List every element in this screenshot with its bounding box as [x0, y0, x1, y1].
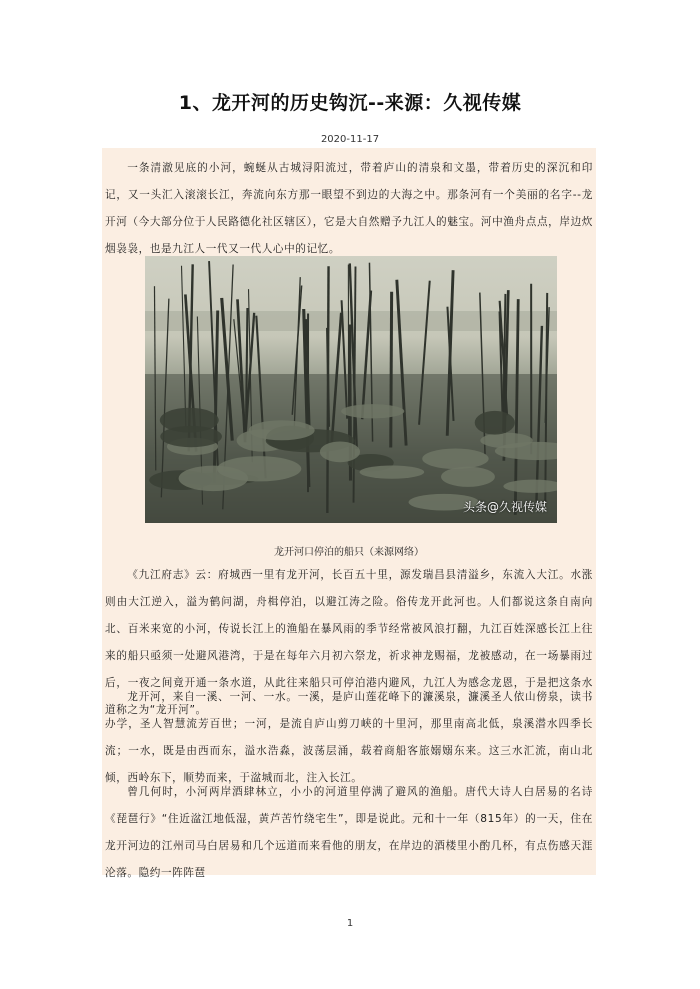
boat-hull: [179, 466, 248, 492]
boat-hull: [480, 433, 532, 448]
boat-hull: [341, 404, 404, 418]
boat-hull: [441, 467, 495, 487]
historic-boats-photo: [145, 256, 557, 523]
boat-mast: [327, 266, 328, 513]
paragraph-poet: 曾几何时，小河两岸酒肆林立，小小的河道里停满了避风的渔船。唐代大诗人白居易的名诗《琵琶行》“住近湓江地低湿，黄芦苦竹绕宅生”，即是说此。元和十一年（815年）的一天，住在龙开河边的江州司马白居易和几个远道而来看他的朋友，在岸边的酒楼里小酌几杯，有点伤感天涯沦落。隐约一阵阵琶: [105, 786, 593, 879]
article-body: [102, 148, 596, 879]
boats-illustration: [145, 256, 557, 523]
boat-hull: [320, 442, 360, 463]
document-title: 1、龙开河的历史钩沉--来源：久视传媒: [178, 92, 522, 114]
boat-hull: [422, 448, 488, 469]
photo-caption: 龙开河口停泊的船只（来源网络）: [274, 547, 424, 558]
photo-watermark: 头条@久视传媒: [462, 500, 547, 514]
paragraph-origin: 龙开河，来自一溪、一河、一水。一溪，是庐山莲花峰下的濂溪泉，濂溪圣人依山傍泉，读书办学，圣人智慧流芳百世；一河，是流自庐山剪刀峡的十里河，那里南高北低，泉溪潜水四季长流；一水，既是由西而东，溢水浩淼，波荡层涌，载着商船客旅嫋嫋东来。这三水汇流，南山北倾，西岭东下，顺势而来，于湓城而北，注入长江。: [105, 691, 593, 784]
page-number: 1: [346, 918, 354, 929]
boat-hull: [249, 420, 315, 440]
paragraph-history: 《九江府志》云：府城西一里有龙开河，长百五十里，源发瑞昌县清溢乡，东流入大江。水涨则由大江逆入，溢为鹤问湖，舟楫停泊，以避江涛之险。俗传龙开此河也。人们都说这条自南向北、百米来宽的小河，传说长江上的渔船在暴风雨的季节经常被风浪打翻，九江百姓深感长江上往来的船只亟须一处避风港湾，于是在每年六月初六祭龙，祈求神龙赐福，龙被感动，在一场暴雨过后，一夜之间竟开通一条水道，从此往来船只可停泊港内避风，九江人为感念龙恩，于是把这条水道称之为“龙开河”。: [105, 569, 593, 716]
boat-hull: [360, 465, 425, 478]
boat-mast: [391, 292, 392, 448]
paragraph-intro: 一条清澈见底的小河，蜿蜒从古城浔阳流过，带着庐山的清泉和文墨，带着历史的深沉和印记，又一头汇入滚滚长江，奔流向东方那一眼望不到边的大海之中。那条河有一个美丽的名字--龙开河（今大部分位于人民路德化社区辖区），它是大自然赠予九江人的魅宝。河中渔舟点点，岸边炊烟袅袅，也是九江人一代又一代人心中的记忆。: [105, 162, 593, 255]
publish-date: 2020-11-17: [320, 134, 380, 145]
boat-hull: [160, 426, 222, 447]
boat-hull: [475, 411, 515, 435]
